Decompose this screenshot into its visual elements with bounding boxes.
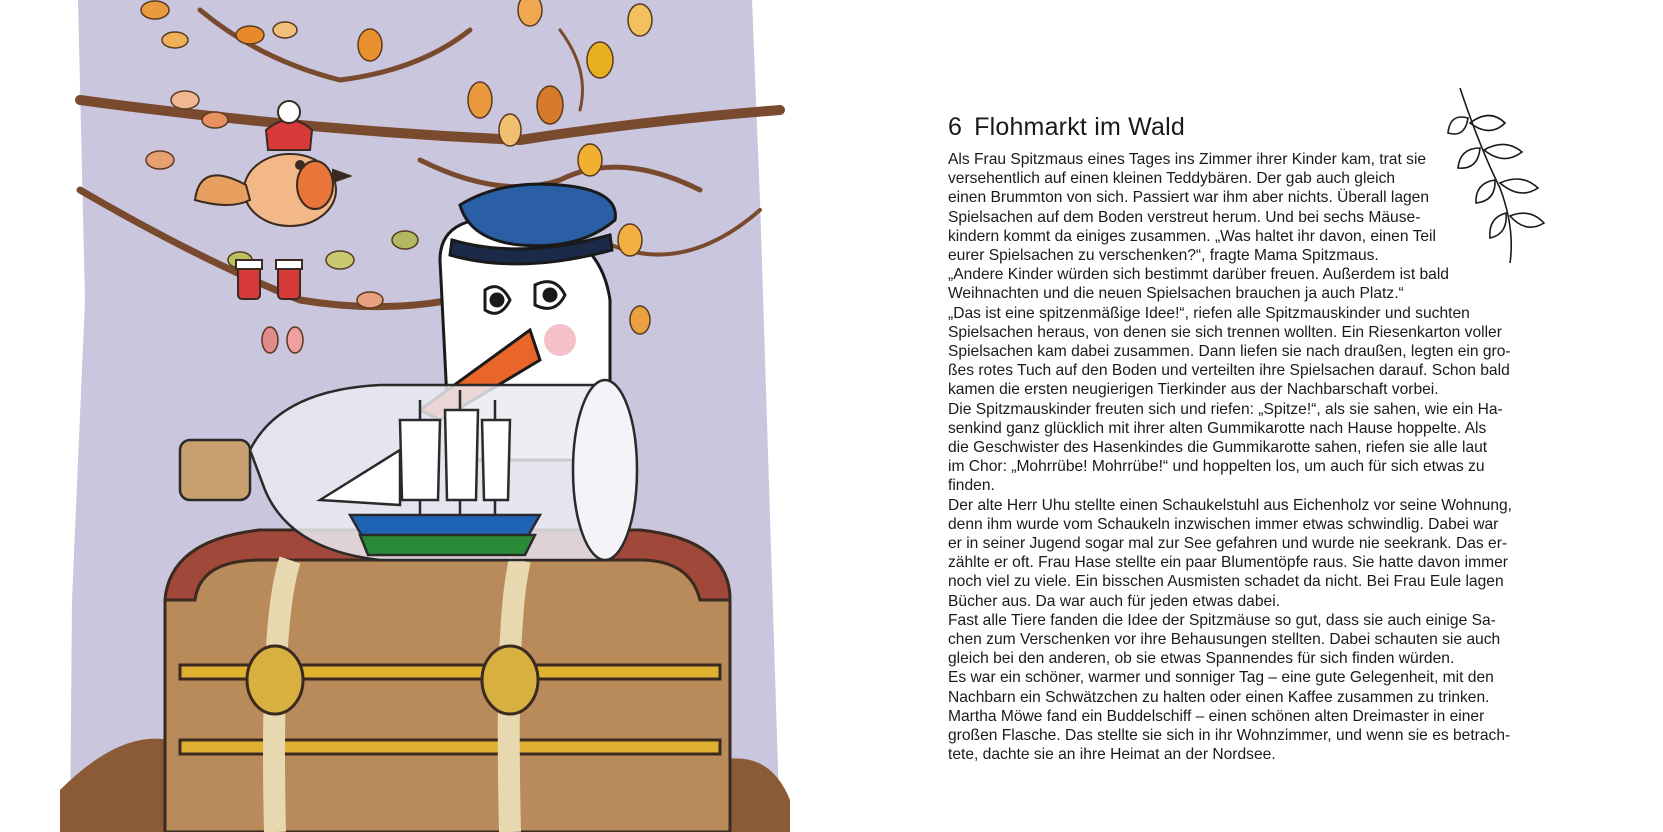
story-line: Nachbarn ein Schwätzchen zu halten oder einen Kaffee zusammen zu trinken. [948,688,1490,706]
story-line: einen Brummton von sich. Passiert war ihm aber nichts. Überall lagen [948,189,1430,207]
story-line: zählte er oft. Frau Hase stellte ein paar Blumentöpfe raus. Sie hatte davon immer [948,554,1508,572]
story-line: Bücher aus. Da war auch für jeden etwas dabei. [948,592,1280,610]
story-line: die Geschwister des Hasenkindes die Gummikarotte sahen, riefen sie alle laut [948,439,1488,457]
story-line: Als Frau Spitzmaus eines Tages ins Zimmer ihrer Kinder kam, trat sie [948,151,1427,168]
chapter-number: 6 [948,113,963,141]
illustration [0,0,800,832]
story-line: „Andere Kinder würden sich bestimmt darüber freuen. Außerdem ist bald [948,266,1449,284]
story-line: kindern kommt da einiges zusammen. „Was haltet ihr davon, einen Teil [948,227,1436,245]
story-line: Fast alle Tiere fanden die Idee der Spitzmäuse so gut, dass sie auch einige Sa- [948,611,1496,629]
story-line: eurer Spielsachen zu verschenken?“, fragte Mama Spitzmaus. [948,247,1379,265]
story-line: Es war ein schöner, warmer und sonniger Tag – eine gute Gelegenheit, mit den [948,669,1494,687]
seagull-ship-in-bottle-illustration [0,0,800,832]
story-line: großen Flasche. Das stellte sie sich in ihr Wohnzimmer, und wenn sie es betrach- [948,727,1511,745]
story-line: er in seiner Jugend sogar mal zur See gefahren und wurde nie seekrank. Das er- [948,535,1508,553]
story-line: Martha Möwe fand ein Buddelschiff – einen schönen alten Dreimaster in einer [948,707,1485,725]
story-line: chen zum Verschenken vor ihre Behausungen stellten. Dabei schauten sie auch [948,631,1501,649]
story-line: gleich bei den anderen, ob sie etwas Spannendes für sich finden würden. [948,650,1455,668]
treasure-chest [165,530,730,832]
story-line: Weihnachten und die neuen Spielsachen brauchen ja auch Platz.“ [948,285,1404,303]
story-body [948,150,1568,765]
story-line: versehentlich auf einen kleinen Teddybären. Der gab auch gleich [948,170,1396,188]
story-line: ßes rotes Tuch auf den Boden und verteilten ihre Spielsachen darauf. Schon bald [948,362,1510,380]
story-line: kamen die ersten neugierigen Tierkinder aus der Nachbarschaft vorbei. [948,381,1439,399]
chapter-title-text: Flohmarkt im Wald [974,113,1185,141]
story-line: Spielsachen kam dabei zusammen. Dann liefen sie nach draußen, legten ein gro- [948,343,1511,361]
story-line: denn ihm wurde vom Schaukeln inzwischen immer etwas schwindlig. Dabei war [948,515,1499,533]
story-line: noch viel zu viele. Ein bisschen Ausmisten schadet da nicht. Bei Frau Eule lagen [948,573,1504,591]
story-line: senkind ganz glücklich mit ihrer alten Gummikarotte nach Hause hoppelte. Als [948,419,1487,437]
story-line: Spielsachen auf dem Boden verstreut herum. Und bei sechs Mäuse- [948,208,1421,226]
story-line: Die Spitzmauskinder freuten sich und riefen: „Spitze!“, als sie sahen, wie ein Ha- [948,400,1503,418]
story-line: tete, dachte sie an ihre Heimat an der Nordsee. [948,746,1276,764]
story-line: im Chor: „Mohrrübe! Mohrrübe!“ und hoppelten los, um auch für sich etwas zu [948,458,1485,476]
story-line: Spielsachen heraus, von denen sie sich trennen wollten. Ein Riesenkarton voller [948,323,1502,341]
text-page [948,112,1568,765]
story-line: „Das ist eine spitzenmäßige Idee!“, riefen alle Spitzmauskinder und suchten [948,304,1470,322]
story-line: finden. [948,477,995,495]
story-line: Der alte Herr Uhu stellte einen Schaukelstuhl aus Eichenholz vor seine Wohnung, [948,496,1513,514]
chapter-title [948,112,1568,142]
